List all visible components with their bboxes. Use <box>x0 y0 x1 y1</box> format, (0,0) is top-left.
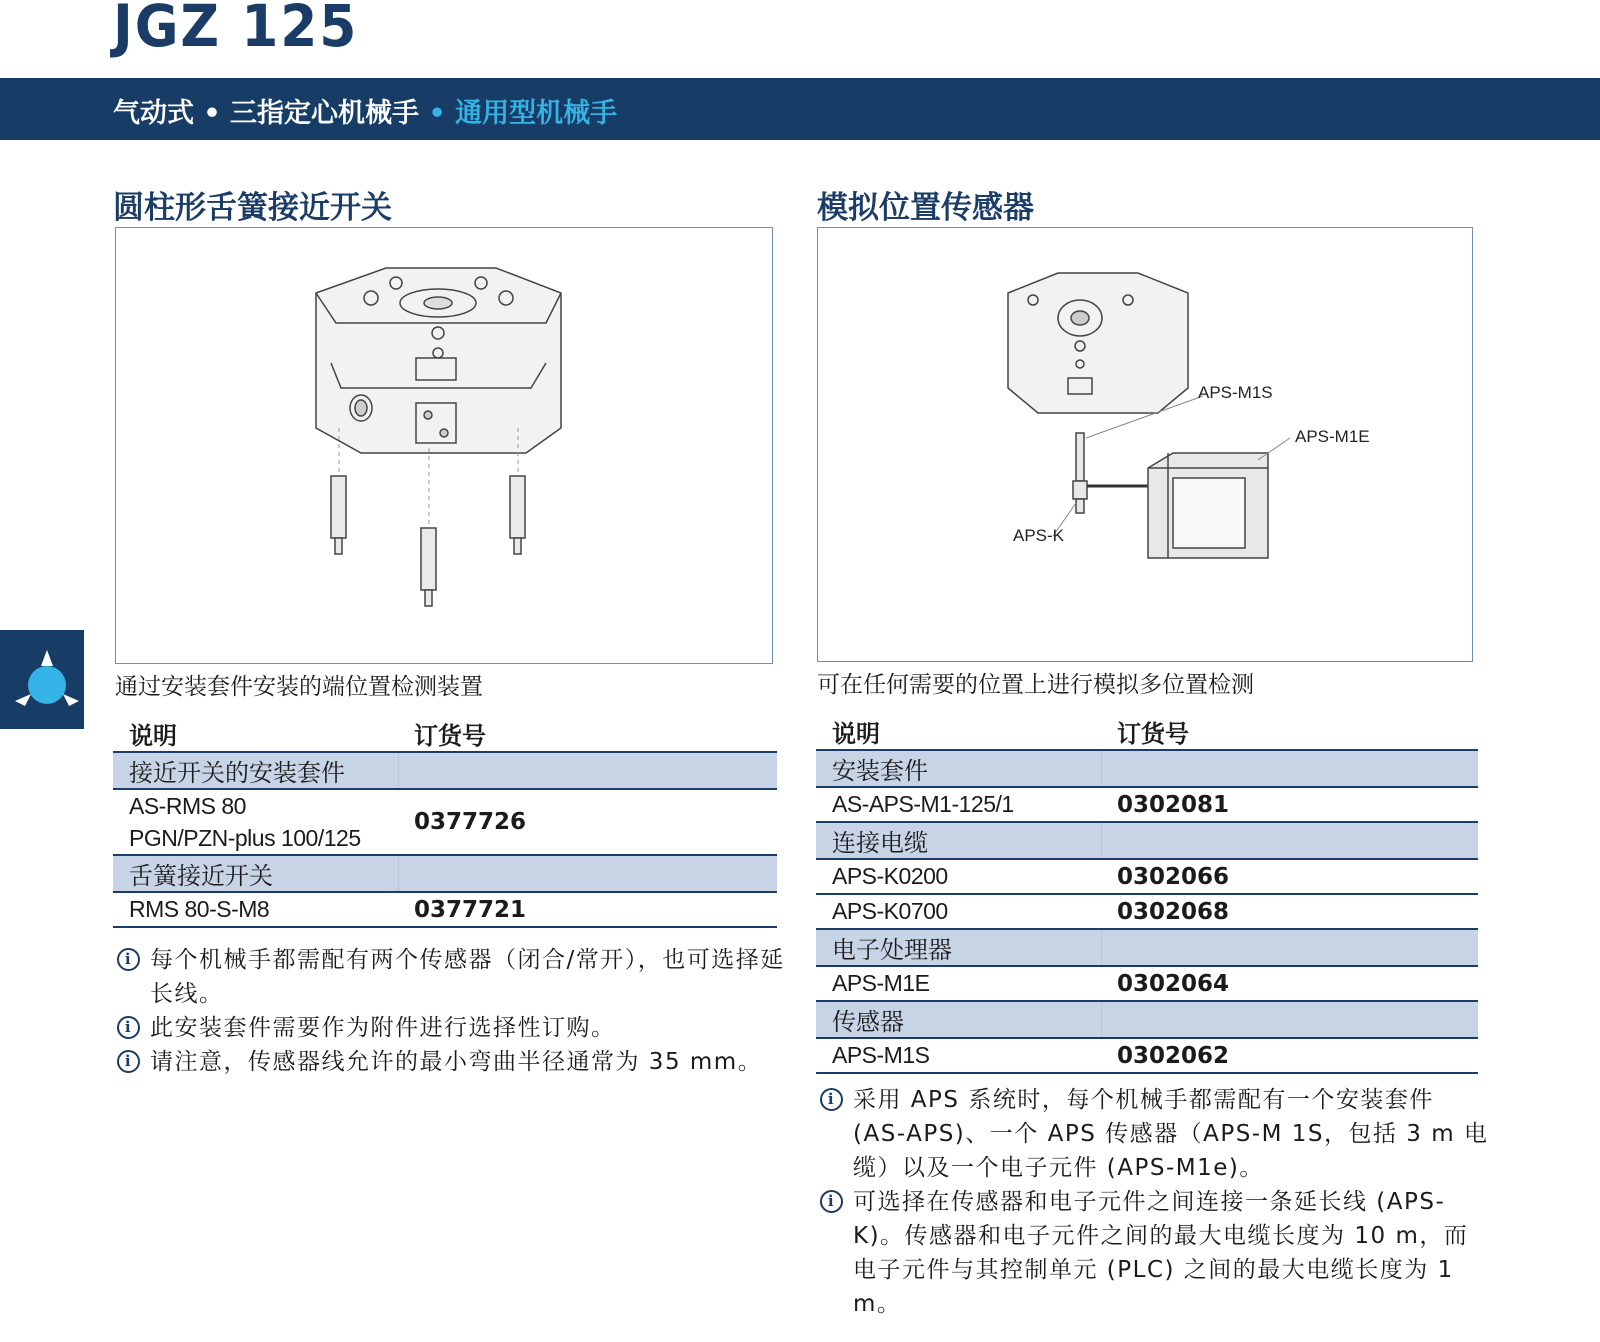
info-icon: i <box>117 1050 140 1073</box>
table-row <box>816 1038 1478 1073</box>
side-tab <box>0 630 84 729</box>
category-highlight: • 通用型机械手 <box>419 98 618 129</box>
row-desc: APS-M1S <box>816 1038 1101 1073</box>
group-label: 电子处理器 <box>816 929 1101 966</box>
sensor-system-drawing <box>818 228 1471 660</box>
note-item <box>117 943 789 1011</box>
row-desc-line1: AS-RMS 80 <box>129 793 246 819</box>
table-row <box>816 787 1478 822</box>
note-text: 可选择在传感器和电子元件之间连接一条延长线 (APS-K)。传感器和电子元件之间的最大电缆长度为 10 m，而电子元件与其控制单元 (PLC) 之间的最大电缆长度为 1 m。 <box>853 1189 1469 1317</box>
col-order-header: 订货号 <box>398 716 777 752</box>
table-row <box>816 859 1478 894</box>
row-desc: APS-M1E <box>816 966 1101 1001</box>
proximity-switch-figure <box>115 227 773 664</box>
table-group-row <box>113 752 777 789</box>
left-section-title: 圆柱形舌簧接近开关 <box>113 190 392 226</box>
row-order: 0377726 <box>398 789 777 855</box>
three-finger-gripper-icon <box>0 630 84 729</box>
row-desc: APS-K0700 <box>816 894 1101 929</box>
category-text <box>113 91 617 130</box>
note-text: 请注意，传感器线允许的最小弯曲半径通常为 35 mm。 <box>150 1049 763 1075</box>
info-icon: i <box>820 1088 843 1111</box>
table-header <box>113 716 777 752</box>
info-icon: i <box>820 1190 843 1213</box>
left-spec-table <box>113 716 777 928</box>
row-desc <box>113 789 398 855</box>
gripper-drawing <box>116 228 771 662</box>
table-row <box>816 894 1478 929</box>
col-order-header: 订货号 <box>1101 714 1478 750</box>
table-group-row <box>113 855 777 892</box>
table-row <box>816 966 1478 1001</box>
table-header <box>816 714 1478 750</box>
table-row <box>113 789 777 855</box>
group-label: 传感器 <box>816 1001 1101 1038</box>
info-icon: i <box>117 1016 140 1039</box>
row-order: 0302064 <box>1101 966 1478 1001</box>
group-label: 连接电缆 <box>816 822 1101 859</box>
note-text: 每个机械手都需配有两个传感器（闭合/常开），也可选择延长线。 <box>150 947 785 1007</box>
note-item <box>117 1011 789 1045</box>
note-text: 此安装套件需要作为附件进行选择性订购。 <box>150 1015 616 1041</box>
label-aps-m1e: APS-M1E <box>1295 427 1370 446</box>
group-label: 舌簧接近开关 <box>113 855 398 892</box>
group-label: 接近开关的安装套件 <box>113 752 398 789</box>
row-order: 0302081 <box>1101 787 1478 822</box>
table-group-row <box>816 929 1478 966</box>
table-group-row <box>816 822 1478 859</box>
col-desc-header: 说明 <box>113 716 398 752</box>
row-desc: AS-APS-M1-125/1 <box>816 787 1101 822</box>
note-item <box>820 1083 1490 1185</box>
label-aps-k: APS-K <box>1013 526 1065 545</box>
category-main: 气动式 • 三指定心机械手 <box>113 98 420 129</box>
label-aps-m1s: APS-M1S <box>1198 383 1273 402</box>
note-text: 采用 APS 系统时，每个机械手都需配有一个安装套件 (AS-APS)、一个 APS 传感器（APS-M 1S，包括 3 m 电缆）以及一个电子元件 (APS-M1e)。 <box>853 1087 1489 1181</box>
group-label: 安装套件 <box>816 750 1101 787</box>
position-sensor-figure <box>817 227 1473 662</box>
row-desc-line2: PGN/PZN-plus 100/125 <box>129 825 361 851</box>
table-group-row <box>816 750 1478 787</box>
col-desc-header: 说明 <box>816 714 1101 750</box>
note-item <box>117 1045 789 1079</box>
left-caption: 通过安装套件安装的端位置检测装置 <box>115 674 483 700</box>
row-order: 0302068 <box>1101 894 1478 929</box>
category-band <box>0 78 1600 140</box>
right-spec-table <box>816 714 1478 1074</box>
row-order: 0302066 <box>1101 859 1478 894</box>
table-row <box>113 892 777 927</box>
right-caption: 可在任何需要的位置上进行模拟多位置检测 <box>817 672 1254 698</box>
table-group-row <box>816 1001 1478 1038</box>
row-order: 0302062 <box>1101 1038 1478 1073</box>
right-section-title: 模拟位置传感器 <box>817 190 1034 226</box>
left-notes <box>117 943 789 1079</box>
page-title: JGZ 125 <box>113 0 359 60</box>
right-notes <box>820 1083 1490 1321</box>
row-desc: RMS 80-S-M8 <box>113 892 398 927</box>
row-desc: APS-K0200 <box>816 859 1101 894</box>
row-order: 0377721 <box>398 892 777 927</box>
note-item <box>820 1185 1490 1321</box>
info-icon: i <box>117 948 140 971</box>
